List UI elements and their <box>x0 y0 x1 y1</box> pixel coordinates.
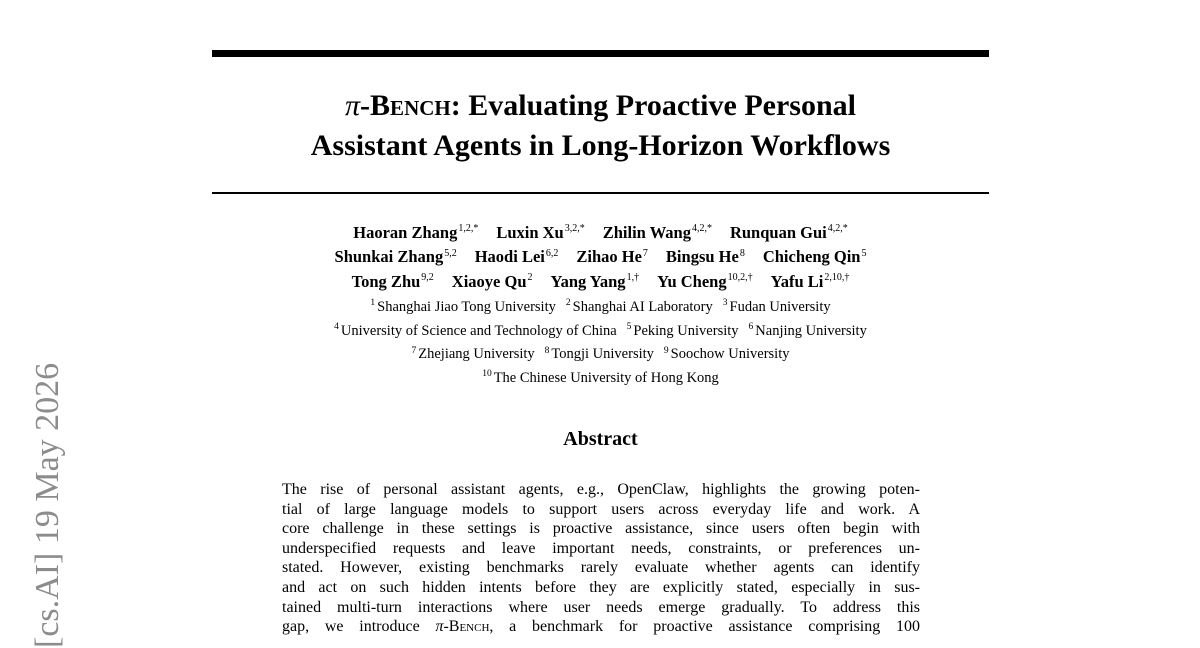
affiliation-name: The Chinese University of Hong Kong <box>493 370 719 387</box>
author-name: Yu Cheng <box>657 271 727 291</box>
affiliation-name: Tongji University <box>551 346 654 363</box>
affiliation-name: Soochow University <box>670 346 790 363</box>
affiliation-number: 5 <box>626 321 632 332</box>
author <box>452 272 533 291</box>
affiliation <box>370 299 556 315</box>
abstract-line: tained multi-turn interactions where user needs emerge gradually. To address this <box>282 598 920 616</box>
author-name: Tong Zhu <box>351 271 421 291</box>
author <box>335 247 457 266</box>
affiliation <box>412 346 535 362</box>
affiliation-number: 8 <box>544 345 550 356</box>
title-line2: Assistant Agents in Long-Horizon Workflows <box>310 129 891 162</box>
author-name: Haoran Zhang <box>353 222 458 242</box>
affiliation-name: Shanghai Jiao Tong University <box>377 298 556 315</box>
author-name: Xiaoye Qu <box>451 271 527 291</box>
author-name: Chicheng Qin <box>762 247 861 266</box>
affiliation-name: Fudan University <box>729 298 831 315</box>
author <box>657 272 753 291</box>
author-name: Zhilin Wang <box>602 222 691 242</box>
affiliation-row <box>212 317 989 341</box>
author <box>603 223 712 242</box>
affiliation-name: University of Science and Technology of China <box>340 322 617 339</box>
affiliation <box>749 323 867 339</box>
author <box>475 247 559 266</box>
author <box>576 247 648 266</box>
affiliation <box>723 299 831 315</box>
author-affiliation-marker: 1,2,* <box>458 223 479 234</box>
title-dash: - <box>360 89 371 122</box>
author-name: Luxin Xu <box>496 222 564 242</box>
author-row <box>212 267 989 292</box>
abstract-heading: Abstract <box>563 428 638 450</box>
affiliation-number: 2 <box>565 298 571 308</box>
author-name: Yafu Li <box>770 271 824 291</box>
abstract-line: tial of large language models to support users across everyday life and work. A <box>282 500 920 518</box>
title-bench: Bench <box>370 89 451 122</box>
affiliation-row <box>212 364 989 388</box>
author-affiliation-marker: 4,2,* <box>691 223 712 234</box>
author-affiliation-marker: 1,† <box>626 272 640 283</box>
abstract-dash: - <box>443 618 449 636</box>
author <box>551 272 640 291</box>
author-affiliation-marker: 2,10,† <box>824 272 850 283</box>
author-name: Shunkai Zhang <box>334 247 444 266</box>
author <box>352 272 434 291</box>
abstract-line: core challenge in these settings is proactive assistance, since users often begin with <box>282 520 920 538</box>
affiliation-row <box>212 293 989 317</box>
author-list <box>212 218 989 292</box>
author-affiliation-marker: 8 <box>739 247 745 259</box>
affiliation-name: Peking University <box>633 322 739 339</box>
title-pi-symbol: π <box>345 89 361 122</box>
arxiv-side-stamp: [cs.AI] 19 May 2026 <box>29 362 66 648</box>
title-bottom-rule <box>212 192 989 194</box>
paper-title <box>212 86 989 166</box>
author-affiliation-marker: 9,2 <box>421 272 434 283</box>
affiliation-number: 1 <box>370 298 376 308</box>
author-affiliation-marker: 3,2,* <box>564 223 585 234</box>
author-affiliation-marker: 4,2,* <box>827 223 848 234</box>
author-affiliation-marker: 7 <box>642 247 648 259</box>
affiliation <box>664 346 790 362</box>
author <box>763 247 867 266</box>
affiliation <box>545 346 654 362</box>
author-name: Zihao He <box>576 247 642 266</box>
abstract-pi-symbol: π <box>435 618 444 636</box>
affiliation-number: 4 <box>334 321 339 332</box>
affiliation-name: Zhejiang University <box>418 346 535 363</box>
affiliation <box>627 323 739 339</box>
abstract-line: and act on such hidden intents before they are explicitly stated, especially in sus- <box>282 578 920 596</box>
author <box>730 223 848 242</box>
author-name: Haodi Lei <box>474 247 545 266</box>
author-affiliation-marker: 2 <box>527 272 533 283</box>
author-affiliation-marker: 5,2 <box>444 247 457 259</box>
affiliation <box>334 323 617 339</box>
author-name: Runquan Gui <box>729 222 827 242</box>
title-line1-rest: : Evaluating Proactive Personal <box>450 89 856 122</box>
affiliation <box>482 370 719 386</box>
affiliation-number: 6 <box>748 321 754 332</box>
title-top-rule <box>212 50 989 57</box>
affiliation-number: 3 <box>722 298 728 308</box>
affiliation-number: 9 <box>663 345 669 356</box>
author-affiliation-marker: 6,2 <box>545 247 559 259</box>
author <box>771 272 850 291</box>
affiliation-name: Shanghai AI Laboratory <box>572 298 713 315</box>
author <box>353 223 478 242</box>
affiliation-name: Nanjing University <box>755 322 867 339</box>
author-affiliation-marker: 5 <box>861 247 867 259</box>
author-row <box>212 218 989 243</box>
author-row <box>212 243 989 268</box>
abstract-bench-name: Bench <box>448 618 490 636</box>
affiliation <box>566 299 713 315</box>
author-name: Yang Yang <box>550 271 626 291</box>
abstract-body <box>282 480 920 637</box>
author <box>666 247 745 266</box>
affiliation-row <box>212 341 989 365</box>
author-affiliation-marker: 10,2,† <box>727 272 753 283</box>
affiliation-number: 7 <box>411 345 417 356</box>
abstract-line-last <box>282 617 920 637</box>
abstract-line: The rise of personal assistant agents, e.g., OpenClaw, highlights the growing poten- <box>282 481 920 498</box>
author-name: Bingsu He <box>665 247 739 266</box>
abstract-line: underspecified requests and leave important needs, constraints, or preferences un- <box>282 539 920 557</box>
affiliation-number: 10 <box>482 369 492 380</box>
abstract-line: stated. However, existing benchmarks rarely evaluate whether agents can identify <box>282 559 920 577</box>
affiliation-list <box>212 293 989 388</box>
abstract-text: gap, we introduce <box>282 618 436 636</box>
author <box>496 223 584 242</box>
abstract-text: , a benchmark for proactive assistance comprising 100 <box>489 618 920 636</box>
